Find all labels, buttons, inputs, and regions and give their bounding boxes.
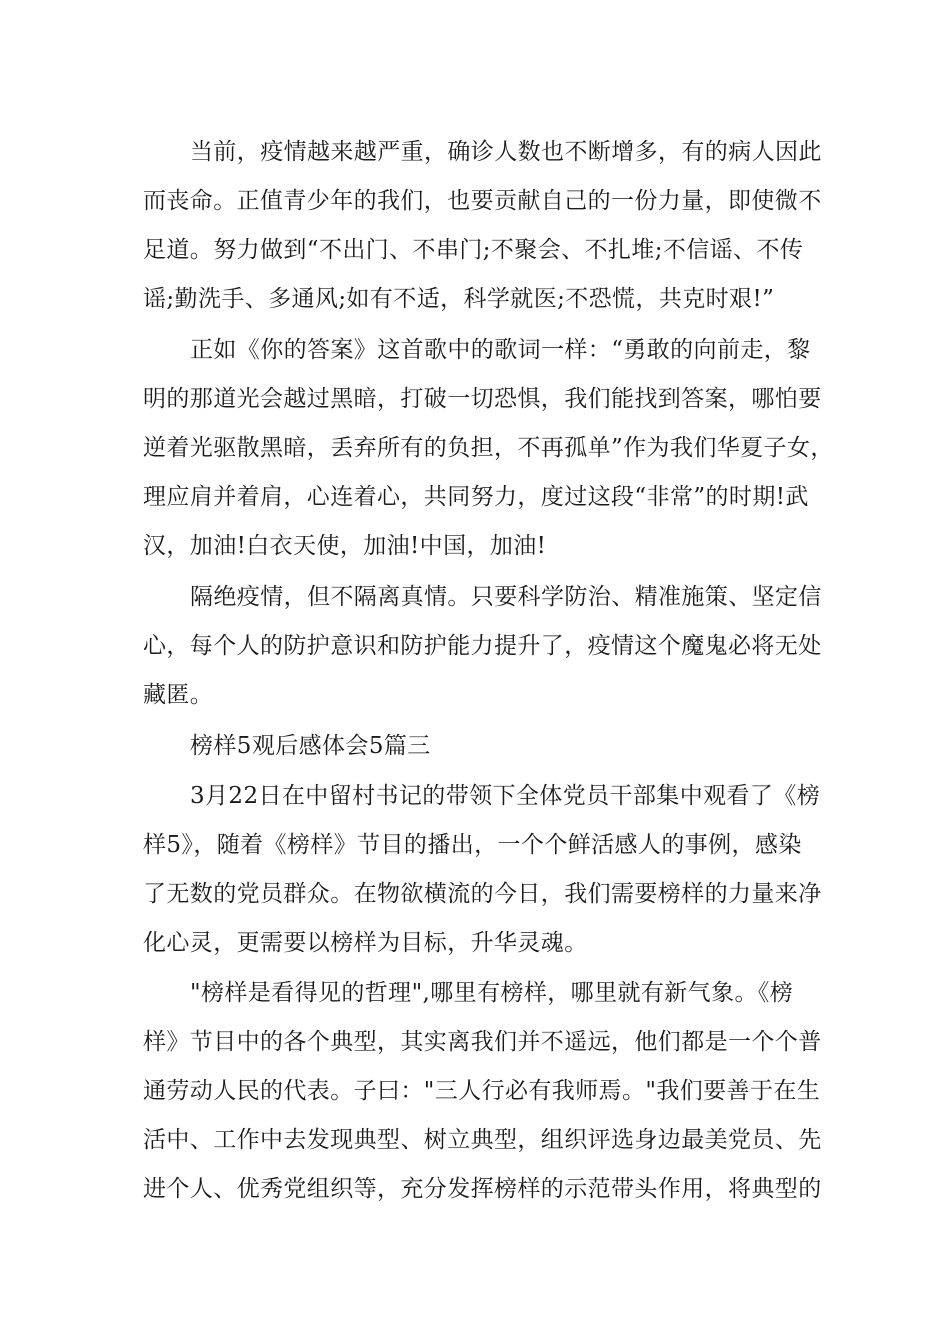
paragraph-2-line-5: 汉，加油!白衣天使，加油!中国，加油! bbox=[143, 533, 547, 559]
paragraph-2-line-1: 正如《你的答案》这首歌中的歌词一样：“勇敢的向前走，黎 bbox=[190, 337, 811, 363]
paragraph-3-line-1: 隔绝疫情，但不隔离真情。只要科学防治、精准施策、坚定信 bbox=[190, 584, 822, 610]
paragraph-3-line-3: 藏匿。 bbox=[143, 682, 214, 708]
paragraph-1-line-1: 当前，疫情越来越严重，确诊人数也不断增多，有的病人因此 bbox=[190, 139, 822, 165]
paragraph-4-line-4: 化心灵，更需要以榜样为目标，升华灵魂。 bbox=[143, 930, 588, 956]
paragraph-1-line-4: 谣;勤洗手、多通风;如有不适，科学就医;不恐慌，共克时艰!” bbox=[143, 286, 775, 312]
paragraph-5-line-2: 样》节目中的各个典型，其实离我们并不遥远，他们都是一个个普 bbox=[143, 1029, 822, 1055]
paragraph-4-line-1: 3月22日在中留村书记的带领下全体党员干部集中观看了《榜 bbox=[190, 783, 821, 809]
paragraph-2-line-3: 逆着光驱散黑暗，丢弃所有的负担，不再孤单”作为我们华夏子女， bbox=[143, 435, 834, 461]
paragraph-3-line-2: 心，每个人的防护意识和防护能力提升了，疫情这个魔鬼必将无处 bbox=[143, 633, 822, 659]
paragraph-5-line-3: 通劳动人民的代表。子曰："三人行必有我师焉。"我们要善于在生 bbox=[143, 1078, 821, 1104]
paragraph-4-line-3: 了无数的党员群众。在物欲横流的今日，我们需要榜样的力量来净 bbox=[143, 881, 822, 907]
paragraph-2-line-4: 理应肩并着肩，心连着心，共同努力，度过这段“非常”的时期!武 bbox=[143, 484, 809, 510]
paragraph-2-line-2: 明的那道光会越过黑暗，打破一切恐惧，我们能找到答案，哪怕要 bbox=[143, 386, 822, 412]
paragraph-1-line-2: 而丧命。正值青少年的我们，也要贡献自己的一份力量，即使微不 bbox=[143, 188, 822, 214]
paragraph-5-line-4: 活中、工作中去发现典型、树立典型，组织评选身边最美党员、先 bbox=[143, 1127, 822, 1153]
paragraph-5-line-5: 进个人、优秀党组织等，充分发挥榜样的示范带头作用，将典型的 bbox=[143, 1176, 822, 1202]
paragraph-5-line-1: "榜样是看得见的哲理",哪里有榜样，哪里就有新气象。《榜 bbox=[190, 980, 794, 1006]
paragraph-4-line-2: 样5》，随着《榜样》节目的播出，一个个鲜活感人的事例，感染 bbox=[143, 832, 802, 858]
paragraph-1-line-3: 足道。努力做到“不出门、不串门;不聚会、不扎堆;不信谣、不传 bbox=[143, 237, 804, 263]
section-heading: 榜样5观后感体会5篇三 bbox=[190, 733, 431, 759]
